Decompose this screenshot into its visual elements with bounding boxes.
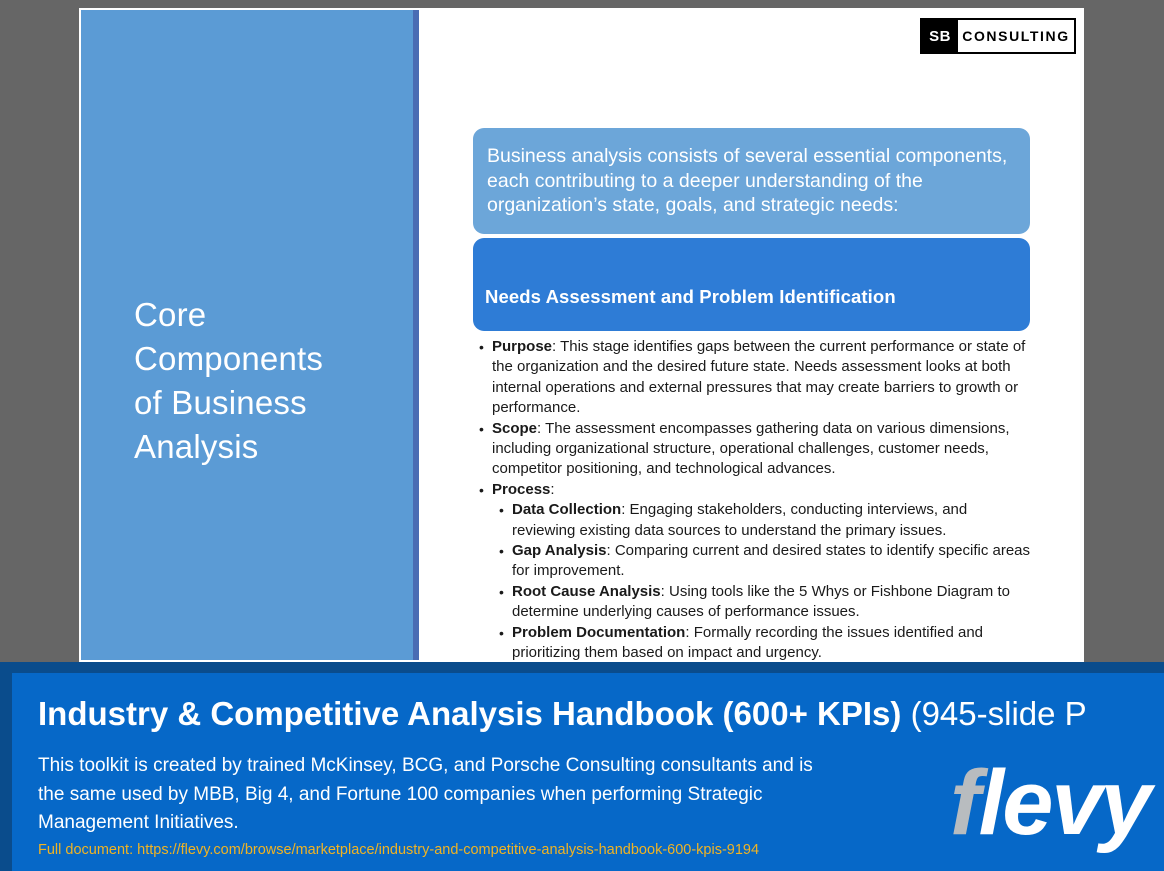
bullet-term: Process: [492, 480, 551, 498]
document-subtitle: This toolkit is created by trained McKinsey, BCG, and Porsche Consulting consultants and is the same used by MBB, Big 4, and Fortune 100 companies when performing Strategic Management Initiatives.: [38, 755, 813, 833]
slide-title-line: of Business: [134, 384, 307, 421]
bullet-text: [492, 480, 1033, 500]
bullet-item: [473, 541, 1033, 582]
bullet-term: Gap Analysis: [512, 542, 607, 560]
section-header-label: Needs Assessment and Problem Identification: [485, 286, 896, 307]
bullet-item: [473, 337, 1033, 419]
bullet-text: [512, 582, 1033, 623]
bullet-term: Purpose: [492, 338, 553, 355]
bullet-term: Problem Documentation: [512, 623, 686, 641]
bullet-dot-icon: •: [499, 583, 504, 600]
section-header-box: [473, 238, 1030, 331]
slide-title-line: Components: [134, 340, 324, 377]
bullet-dot-icon: •: [499, 543, 504, 560]
bullet-term: Scope: [492, 419, 538, 437]
flevy-logo-f: f: [950, 752, 979, 854]
slide-title-line: Core: [134, 296, 207, 333]
slide-title: [134, 293, 404, 469]
presentation-slide: [79, 8, 1084, 662]
sb-logo-wordmark: CONSULTING: [962, 28, 1070, 44]
bullet-text: [492, 419, 1033, 480]
bullet-dot-icon: •: [499, 502, 504, 519]
flevy-logo-rest: levy: [978, 752, 1150, 854]
bullet-description: : Comparing current and desired states to identify specific areas for improvement.: [512, 542, 1031, 580]
slide-left-panel-accent-stripe: [413, 10, 419, 660]
bullet-dot-icon: •: [479, 339, 484, 355]
bullet-item: [473, 419, 1033, 480]
bullet-item: [473, 582, 1033, 623]
document-title-light: (945-slide P: [901, 695, 1087, 732]
document-url-link[interactable]: Full document: https://flevy.com/browse/marketplace/industry-and-competitive-analysis-handbook-600-kpis-9194: [38, 842, 760, 858]
bullet-description: : This stage identifies gaps between the current performance or state of the organization and the desired future state. Needs assessment looks at both internal operations and external pressures that may create barriers to growth or performance.: [492, 338, 1026, 417]
slide-content: [473, 10, 1082, 660]
document-title: [38, 695, 1087, 733]
slide-title-line: Analysis: [134, 428, 259, 465]
bullet-text: [512, 623, 1033, 662]
sb-logo-mark: SB: [922, 20, 958, 52]
bullet-text: [512, 500, 1033, 541]
bullet-description: : The assessment encompasses gathering data on various dimensions, including organizational structure, operational challenges, customer needs, competitor positioning, and technological advances.: [492, 419, 1010, 478]
bullet-list: [473, 337, 1033, 662]
bullet-description: : Formally recording the issues identified and prioritizing them based on impact and urgency.: [512, 623, 984, 662]
flevy-promo-banner: [0, 662, 1164, 871]
intro-callout-box: Business analysis consists of several essential components, each contributing to a deeper understanding of the organization’s state, goals, and strategic needs:: [473, 128, 1030, 234]
bullet-description: : Engaging stakeholders, conducting interviews, and reviewing existing data sources to understand the primary issues.: [512, 501, 968, 539]
bullet-description: : Using tools like the 5 Whys or Fishbone Diagram to determine underlying causes of performance issues.: [512, 582, 1010, 621]
document-title-bold: Industry & Competitive Analysis Handbook (600+ KPIs): [38, 695, 902, 732]
flevy-promo-banner-inner: [12, 673, 1164, 871]
bullet-text: [492, 337, 1033, 419]
bullet-item: [473, 623, 1033, 662]
bullet-dot-icon: •: [479, 420, 484, 437]
flevy-logo[interactable]: [950, 752, 1150, 854]
bullet-term: Data Collection: [512, 501, 622, 519]
bullet-dot-icon: •: [479, 481, 484, 498]
bullet-dot-icon: •: [499, 624, 504, 641]
bullet-term: Root Cause Analysis: [512, 582, 661, 600]
bullet-text: [512, 541, 1033, 582]
bullet-item: [473, 480, 1033, 500]
bullet-item: [473, 500, 1033, 541]
bullet-description: :: [550, 480, 555, 498]
